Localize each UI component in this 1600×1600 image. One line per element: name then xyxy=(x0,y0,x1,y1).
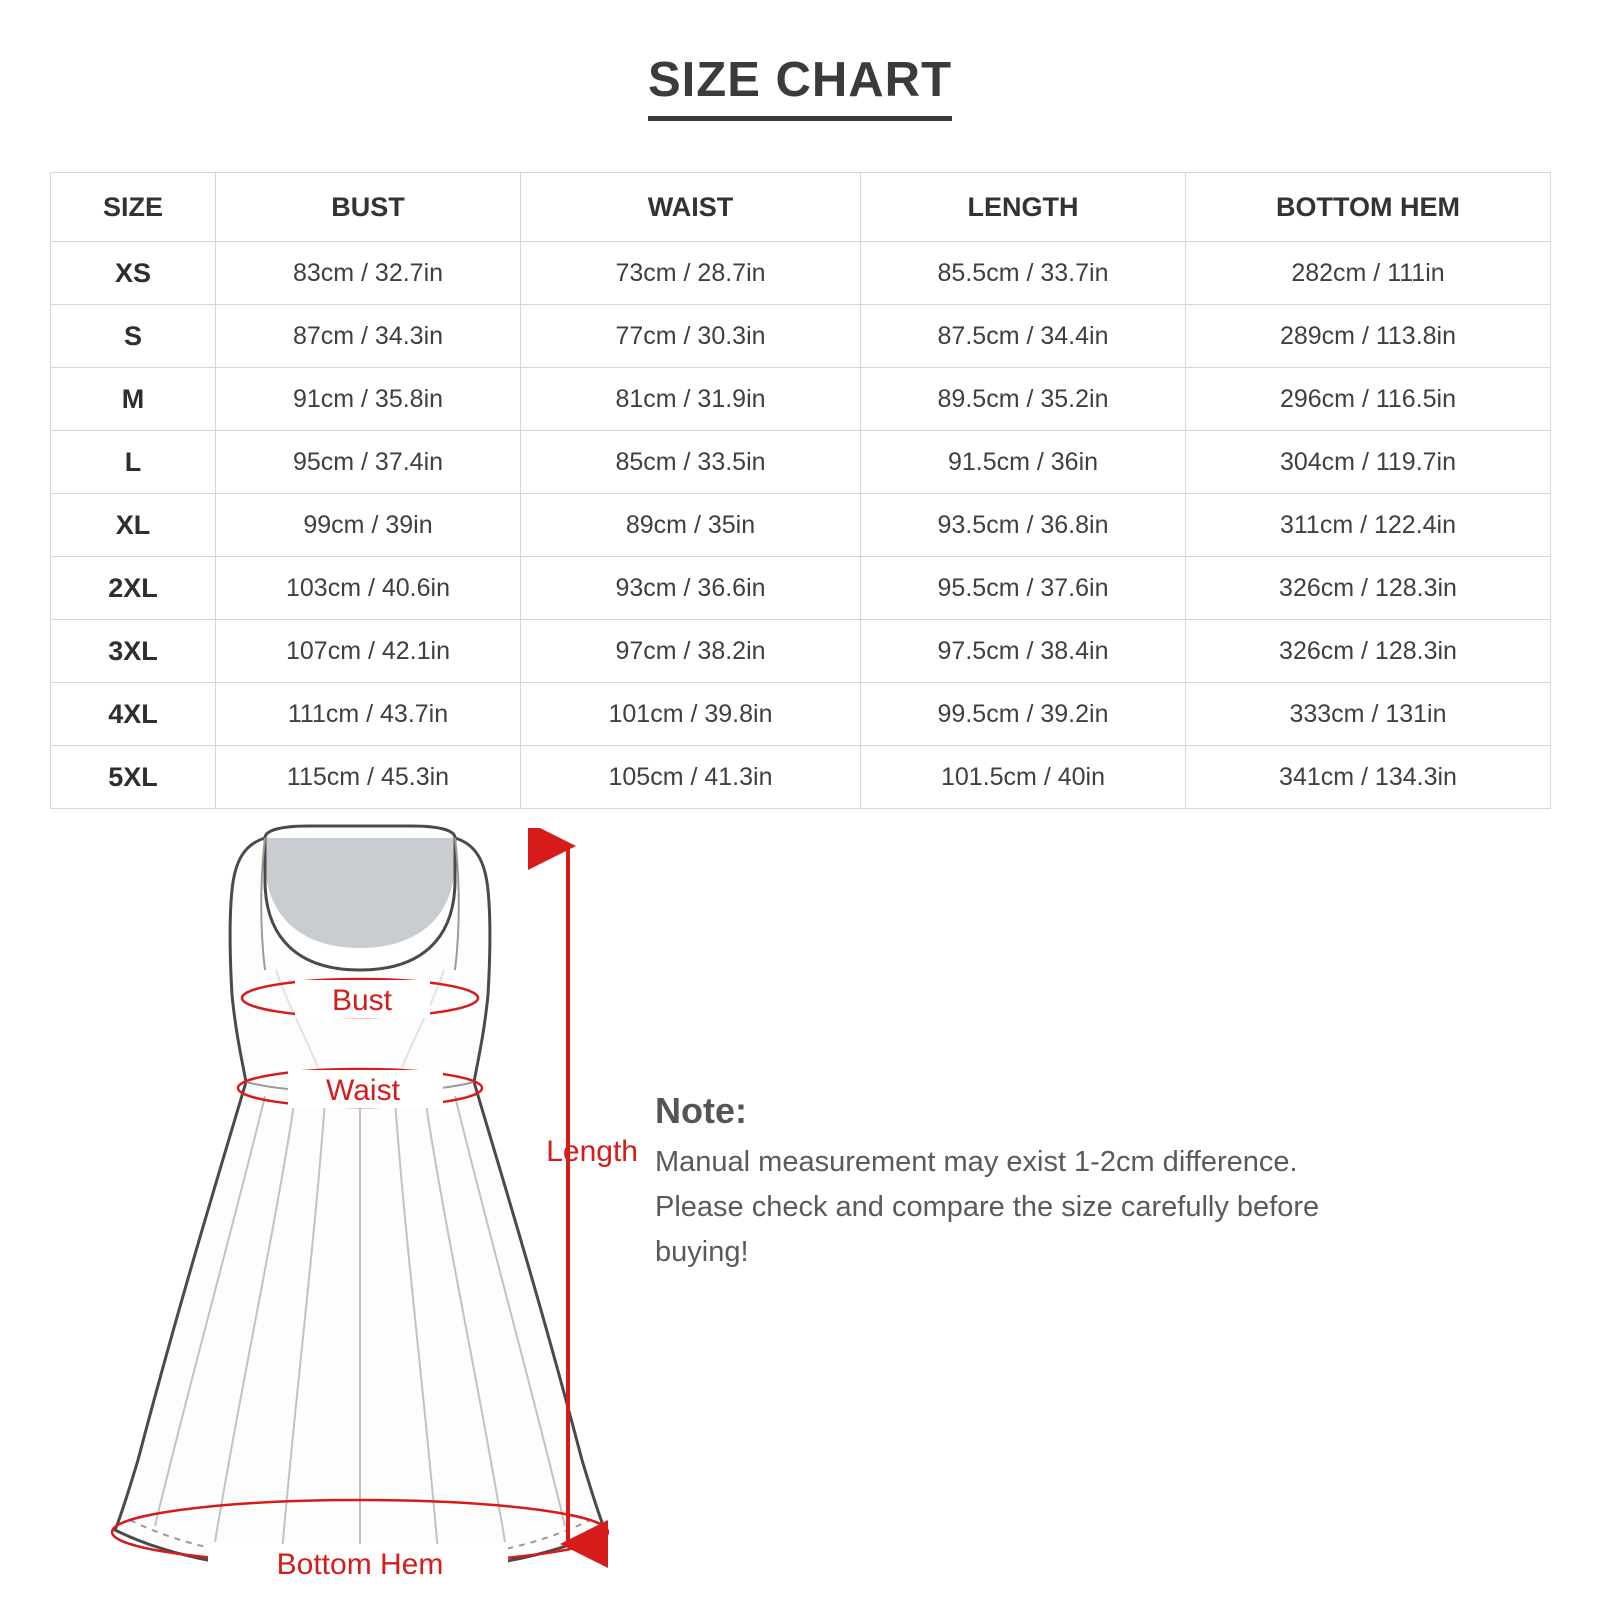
table-row xyxy=(51,368,1551,431)
cell-length: 95.5cm / 37.6in xyxy=(861,557,1186,620)
note-title: Note: xyxy=(655,1090,747,1131)
cell-bust: 91cm / 35.8in xyxy=(216,368,521,431)
cell-hem: 326cm / 128.3in xyxy=(1186,620,1551,683)
cell-hem: 296cm / 116.5in xyxy=(1186,368,1551,431)
cell-bust: 111cm / 43.7in xyxy=(216,683,521,746)
column-header-size: SIZE xyxy=(51,173,216,242)
column-header-waist: WAIST xyxy=(521,173,861,242)
cell-size: M xyxy=(51,368,216,431)
cell-waist: 93cm / 36.6in xyxy=(521,557,861,620)
cell-bust: 107cm / 42.1in xyxy=(216,620,521,683)
cell-hem: 326cm / 128.3in xyxy=(1186,557,1551,620)
table-row xyxy=(51,305,1551,368)
cell-waist: 77cm / 30.3in xyxy=(521,305,861,368)
cell-bust: 83cm / 32.7in xyxy=(216,242,521,305)
cell-length: 85.5cm / 33.7in xyxy=(861,242,1186,305)
cell-bust: 103cm / 40.6in xyxy=(216,557,521,620)
table-row xyxy=(51,683,1551,746)
note-line-1: Manual measurement may exist 1-2cm difference. xyxy=(655,1146,1298,1178)
table-row xyxy=(51,620,1551,683)
table-row xyxy=(51,746,1551,809)
cell-length: 93.5cm / 36.8in xyxy=(861,494,1186,557)
cell-bust: 99cm / 39in xyxy=(216,494,521,557)
cell-length: 99.5cm / 39.2in xyxy=(861,683,1186,746)
column-header-bust: BUST xyxy=(216,173,521,242)
cell-size: 3XL xyxy=(51,620,216,683)
table-row xyxy=(51,557,1551,620)
page-title-container xyxy=(0,52,1600,121)
cell-length: 101.5cm / 40in xyxy=(861,746,1186,809)
waist-label: Waist xyxy=(326,1074,400,1107)
cell-waist: 85cm / 33.5in xyxy=(521,431,861,494)
table-row xyxy=(51,431,1551,494)
cell-waist: 81cm / 31.9in xyxy=(521,368,861,431)
cell-length: 97.5cm / 38.4in xyxy=(861,620,1186,683)
cell-length: 87.5cm / 34.4in xyxy=(861,305,1186,368)
cell-waist: 105cm / 41.3in xyxy=(521,746,861,809)
page-title: SIZE CHART xyxy=(648,52,952,121)
cell-size: 2XL xyxy=(51,557,216,620)
cell-size: 5XL xyxy=(51,746,216,809)
cell-bust: 115cm / 45.3in xyxy=(216,746,521,809)
cell-hem: 289cm / 113.8in xyxy=(1186,305,1551,368)
cell-waist: 89cm / 35in xyxy=(521,494,861,557)
cell-bust: 95cm / 37.4in xyxy=(216,431,521,494)
bust-label: Bust xyxy=(331,984,393,1017)
cell-size: L xyxy=(51,431,216,494)
neckline-shading xyxy=(265,828,455,948)
cell-waist: 101cm / 39.8in xyxy=(521,683,861,746)
table-row xyxy=(51,242,1551,305)
cell-size: XS xyxy=(51,242,216,305)
cell-size: XL xyxy=(51,494,216,557)
length-label: Length xyxy=(546,1135,638,1168)
note-block xyxy=(655,1090,1545,1275)
cell-size: S xyxy=(51,305,216,368)
note-line-3: buying! xyxy=(655,1236,749,1268)
cell-length: 91.5cm / 36in xyxy=(861,431,1186,494)
cell-length: 89.5cm / 35.2in xyxy=(861,368,1186,431)
cell-hem: 311cm / 122.4in xyxy=(1186,494,1551,557)
cell-bust: 87cm / 34.3in xyxy=(216,305,521,368)
cell-hem: 333cm / 131in xyxy=(1186,683,1551,746)
cell-hem: 282cm / 111in xyxy=(1186,242,1551,305)
note-line-2: Please check and compare the size carefully before xyxy=(655,1191,1320,1223)
table-header-row xyxy=(51,173,1551,242)
cell-waist: 97cm / 38.2in xyxy=(521,620,861,683)
column-header-length: LENGTH xyxy=(861,173,1186,242)
hem-label: Bottom Hem xyxy=(276,1548,444,1580)
table-row xyxy=(51,494,1551,557)
cell-hem: 304cm / 119.7in xyxy=(1186,431,1551,494)
column-header-hem: BOTTOM HEM xyxy=(1186,173,1551,242)
cell-hem: 341cm / 134.3in xyxy=(1186,746,1551,809)
cell-waist: 73cm / 28.7in xyxy=(521,242,861,305)
cell-size: 4XL xyxy=(51,683,216,746)
size-chart-table xyxy=(50,172,1551,809)
